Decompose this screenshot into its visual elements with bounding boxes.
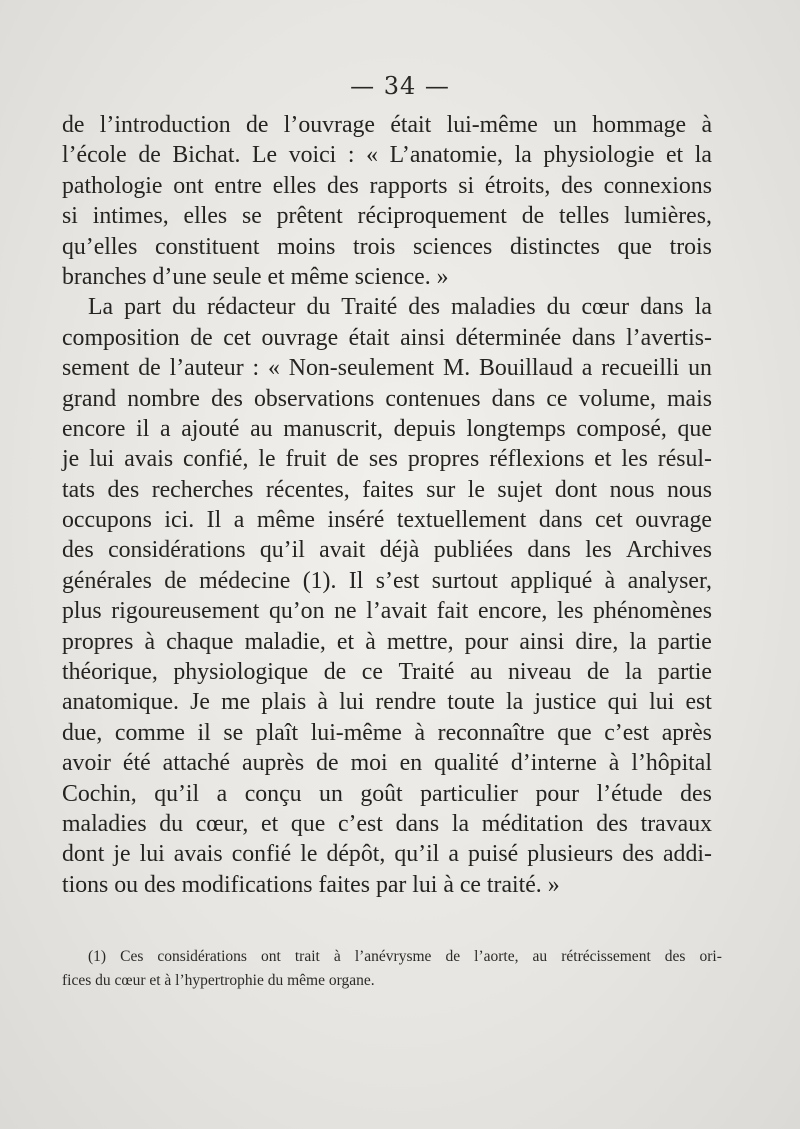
body-line: de l’introduction de l’ouvrage était lui-même un hommage à <box>62 112 712 138</box>
body-line: plus rigoureusement qu’on ne l’avait fait encore, les phénomènes <box>62 598 712 625</box>
body-line: des considérations qu’il avait déjà publiées dans les Archives <box>62 537 712 564</box>
body-text <box>62 110 712 900</box>
body-line: due, comme il se plaît lui-même à reconnaître que c’est après <box>62 719 712 746</box>
body-line: tions ou des modifications faites par lui à ce traité. » <box>62 871 560 898</box>
body-line: Cochin, qu’il a conçu un goût particulier pour l’étude des <box>62 780 712 807</box>
footnote-line: (1) Ces considérations ont trait à l’anévrysme de l’aorte, au rétrécissement des ori- <box>88 948 722 965</box>
body-line: théorique, physiologique de ce Traité au niveau de la partie <box>62 659 712 686</box>
body-line: occupons ici. Il a même inséré textuellement dans cet ouvrage <box>62 507 712 534</box>
body-line: l’école de Bichat. Le voici : « L’anatomie, la physiologie et la <box>62 142 712 169</box>
body-line: dont je lui avais confié le dépôt, qu’il a puisé plusieurs des addi- <box>62 841 712 868</box>
body-line: propres à chaque maladie, et à mettre, pour ainsi dire, la partie <box>62 628 712 655</box>
body-line: composition de cet ouvrage était ainsi déterminée dans l’avertis- <box>62 324 712 351</box>
body-line: je lui avais confié, le fruit de ses propres réflexions et les résul- <box>62 446 712 473</box>
body-line: générales de médecine (1). Il s’est surtout appliqué à analyser, <box>62 567 712 594</box>
body-line: maladies du cœur, et que c’est dans la méditation des travaux <box>62 810 712 837</box>
body-line: La part du rédacteur du Traité des maladies du cœur dans la <box>88 294 712 321</box>
body-line: grand nombre des observations contenues dans ce volume, mais <box>62 385 712 412</box>
footnote-line: fices du cœur et à l’hypertrophie du même organe. <box>62 972 375 989</box>
body-line: anatomique. Je me plais à lui rendre toute la justice qui lui est <box>62 689 712 716</box>
body-line: avoir été attaché auprès de moi en qualité d’interne à l’hôpital <box>62 750 712 777</box>
body-line: tats des recherches récentes, faites sur le sujet dont nous nous <box>62 476 712 503</box>
body-line: branches d’une seule et même science. » <box>62 263 449 290</box>
body-line: qu’elles constituent moins trois sciences distinctes que trois <box>62 233 712 260</box>
footnote <box>62 945 722 993</box>
body-line: si intimes, elles se prêtent réciproquement de telles lumières, <box>62 203 712 230</box>
body-line: sement de l’auteur : « Non-seulement M. Bouillaud a recueilli un <box>62 355 712 382</box>
body-line: encore il a ajouté au manuscrit, depuis longtemps composé, que <box>62 415 712 442</box>
body-line: pathologie ont entre elles des rapports si étroits, des connexions <box>62 172 712 199</box>
page-number: — 34 — <box>350 72 450 100</box>
